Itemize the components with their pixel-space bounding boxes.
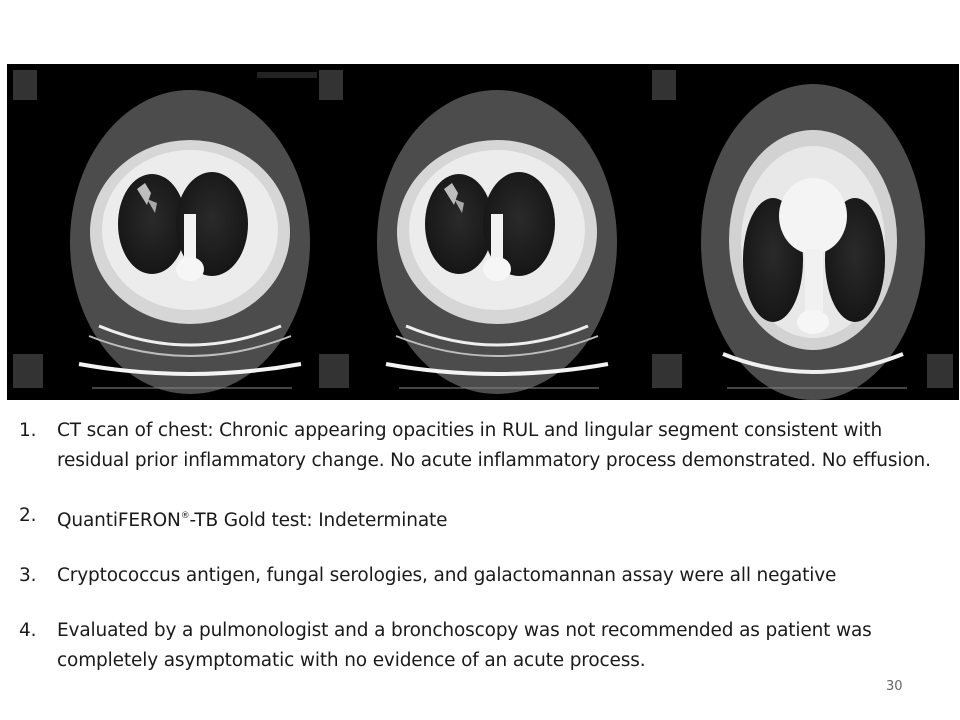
ct-panel-1 bbox=[13, 70, 317, 394]
findings-list bbox=[19, 416, 939, 676]
finding-item bbox=[19, 561, 939, 591]
registered-mark: ® bbox=[180, 511, 190, 521]
ct-panel-2 bbox=[319, 70, 617, 394]
finding-item bbox=[19, 616, 939, 676]
finding-number: 1. bbox=[19, 420, 37, 441]
finding-number: 3. bbox=[19, 565, 37, 586]
finding-item bbox=[19, 416, 939, 476]
test-result: -TB Gold test: Indeterminate bbox=[189, 510, 448, 531]
slide-number: 30 bbox=[886, 679, 903, 694]
finding-text bbox=[57, 501, 939, 536]
finding-text: Cryptococcus antigen, fungal serologies, and galactomannan assay were all negative bbox=[57, 565, 837, 586]
finding-item bbox=[19, 501, 939, 536]
ct-panel-3 bbox=[652, 70, 953, 400]
finding-number: 4. bbox=[19, 620, 37, 641]
test-name: QuantiFERON bbox=[57, 510, 181, 531]
finding-number: 2. bbox=[19, 505, 37, 526]
finding-text: CT scan of chest: Chronic appearing opacities in RUL and lingular segment consistent with residual prior inflammatory change. No acute inflammatory process demonstrated. No effusion. bbox=[57, 420, 931, 471]
ct-image-strip bbox=[7, 64, 959, 400]
finding-text: Evaluated by a pulmonologist and a bronchoscopy was not recommended as patient was completely asymptomatic with no evidence of an acute process. bbox=[57, 620, 872, 671]
